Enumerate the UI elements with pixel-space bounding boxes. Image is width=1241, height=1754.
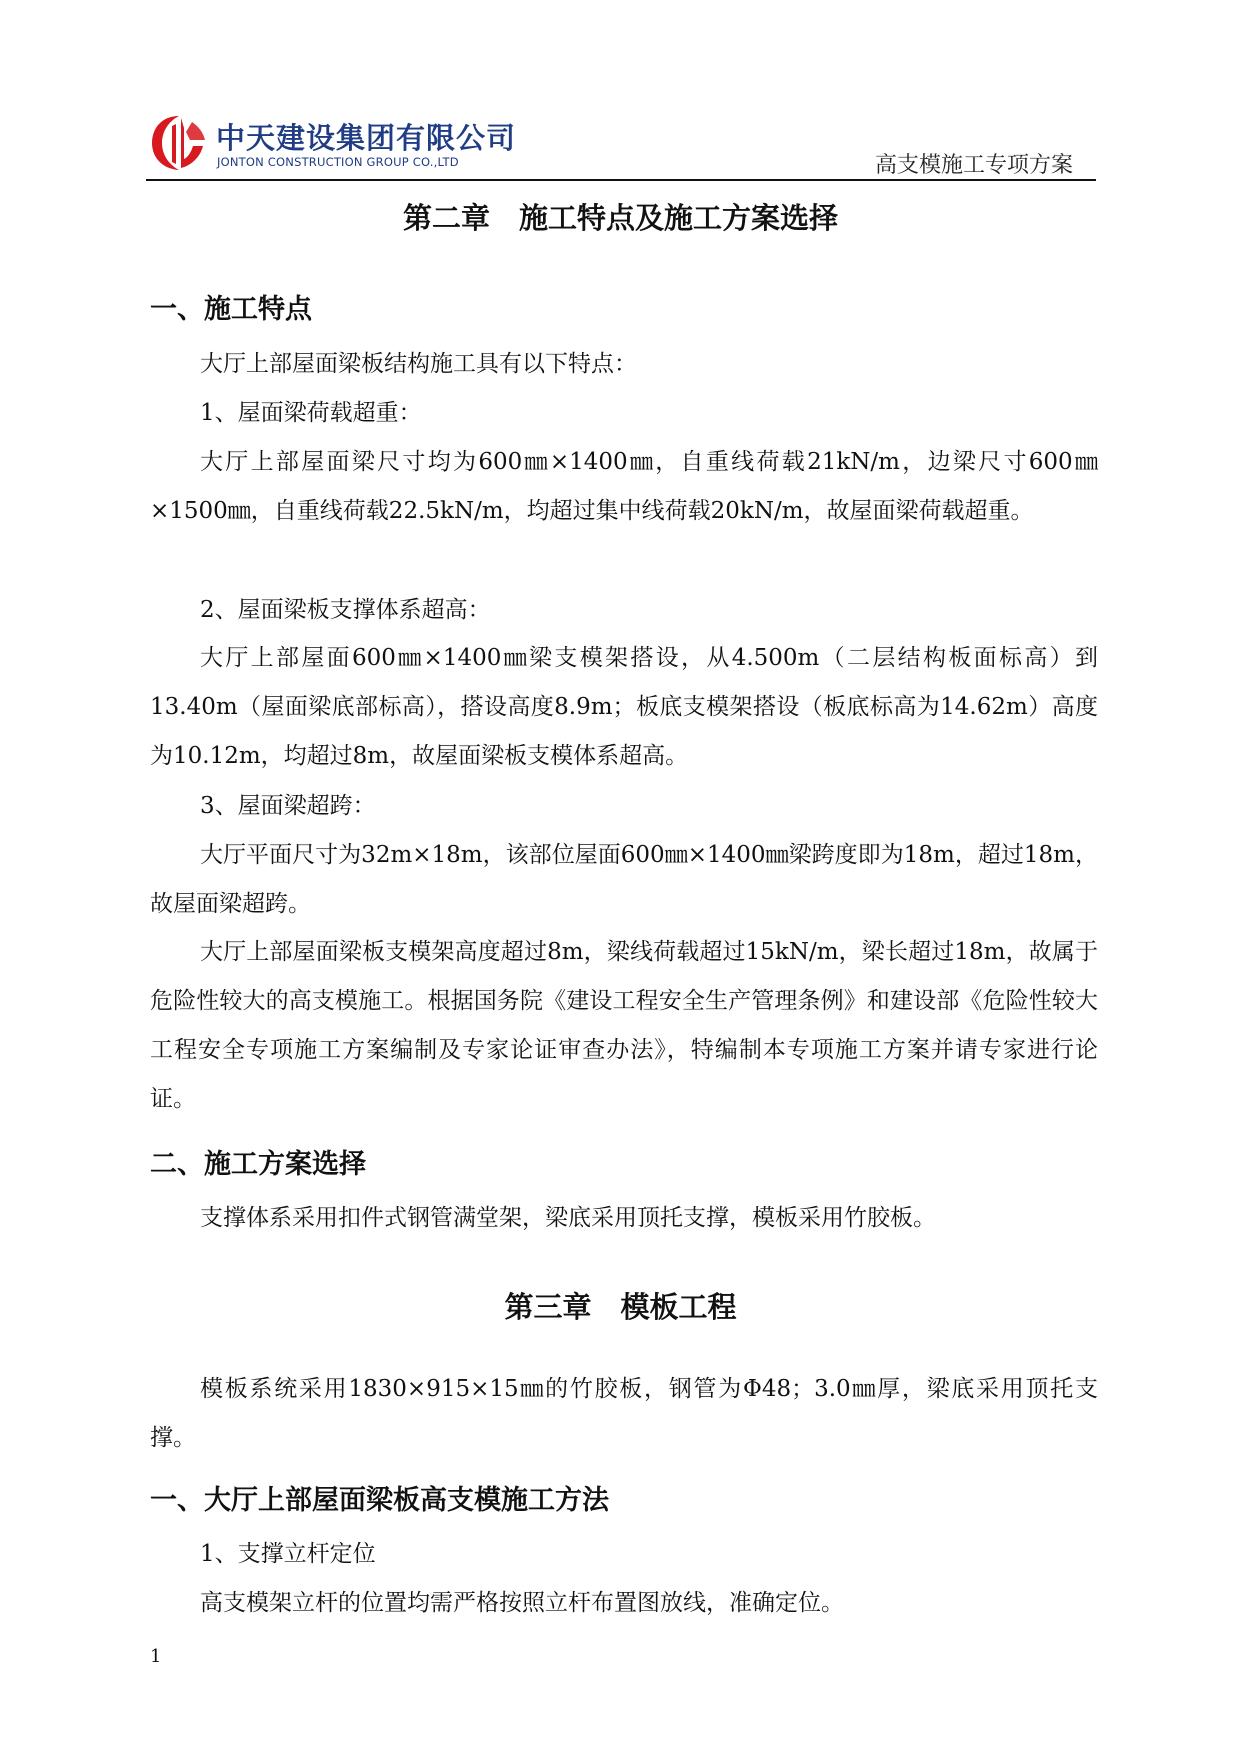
- paragraph: 大厅上部屋面600㎜×1400㎜梁支模架搭设，从4.500m（二层结构板面标高）到13.40m（屋面梁底部标高），搭设高度8.9m；板底支模架搭设（板底标高为14.62m）高度为10.12m，均超过8m，故屋面梁板支模体系超高。: [150, 645, 1098, 769]
- paragraph: 大厅上部屋面梁尺寸均为600㎜×1400㎜，自重线荷载21kN/m，边梁尺寸600㎜×1500㎜，自重线荷载22.5kN/m，均超过集中线荷载20kN/m，故屋面梁荷载超重。: [150, 449, 1098, 524]
- company-name-cn: 中天建设集团有限公司: [216, 121, 517, 155]
- paragraph: 高支模架立杆的位置均需严格按照立杆布置图放线，准确定位。: [200, 1590, 844, 1616]
- paragraph: 大厅平面尺寸为32m×18m，该部位屋面600㎜×1400㎜梁跨度即为18m，超过18m，故屋面梁超跨。: [150, 842, 1098, 917]
- section-high-formwork-method-title: 一、大厅上部屋面梁板高支模施工方法: [150, 1485, 609, 1516]
- paragraph: 3、屋面梁超跨：: [200, 793, 376, 819]
- paragraph: 2、屋面梁板支撑体系超高：: [200, 597, 491, 623]
- section-construction-features-title: 一、施工特点: [150, 294, 312, 325]
- paragraph: 大厅上部屋面梁板结构施工具有以下特点：: [200, 351, 637, 377]
- paragraph: 支撑体系采用扣件式钢管满堂架，梁底采用顶托支撑，模板采用竹胶板。: [200, 1205, 936, 1231]
- section-plan-selection-title: 二、施工方案选择: [150, 1149, 366, 1180]
- company-emblem-icon: [148, 112, 210, 174]
- paragraph: 1、屋面梁荷载超重：: [200, 400, 422, 426]
- chapter-2-title: 第二章 施工特点及施工方案选择: [402, 201, 838, 235]
- document-title: 高支模施工专项方案: [874, 153, 1073, 178]
- chapter-3-title: 第三章 模板工程: [504, 1290, 737, 1324]
- company-name-en: JONTON CONSTRUCTION GROUP CO.,LTD: [217, 155, 459, 169]
- paragraph: 模板系统采用1830×915×15㎜的竹胶板，钢管为Φ48；3.0㎜厚，梁底采用顶托支撑。: [150, 1376, 1098, 1451]
- company-logo: [148, 112, 517, 178]
- page-number: 1: [150, 1646, 162, 1667]
- header-divider: [146, 179, 1096, 181]
- paragraph: 1、支撑立杆定位: [200, 1541, 376, 1567]
- paragraph: 大厅上部屋面梁板支模架高度超过8m，梁线荷载超过15kN/m，梁长超过18m，故属于危险性较大的高支模施工。根据国务院《建设工程安全生产管理条例》和建设部《危险性较大工程安全专项施工方案编制及专家论证审查办法》，特编制本专项施工方案并请专家进行论证。: [150, 939, 1098, 1112]
